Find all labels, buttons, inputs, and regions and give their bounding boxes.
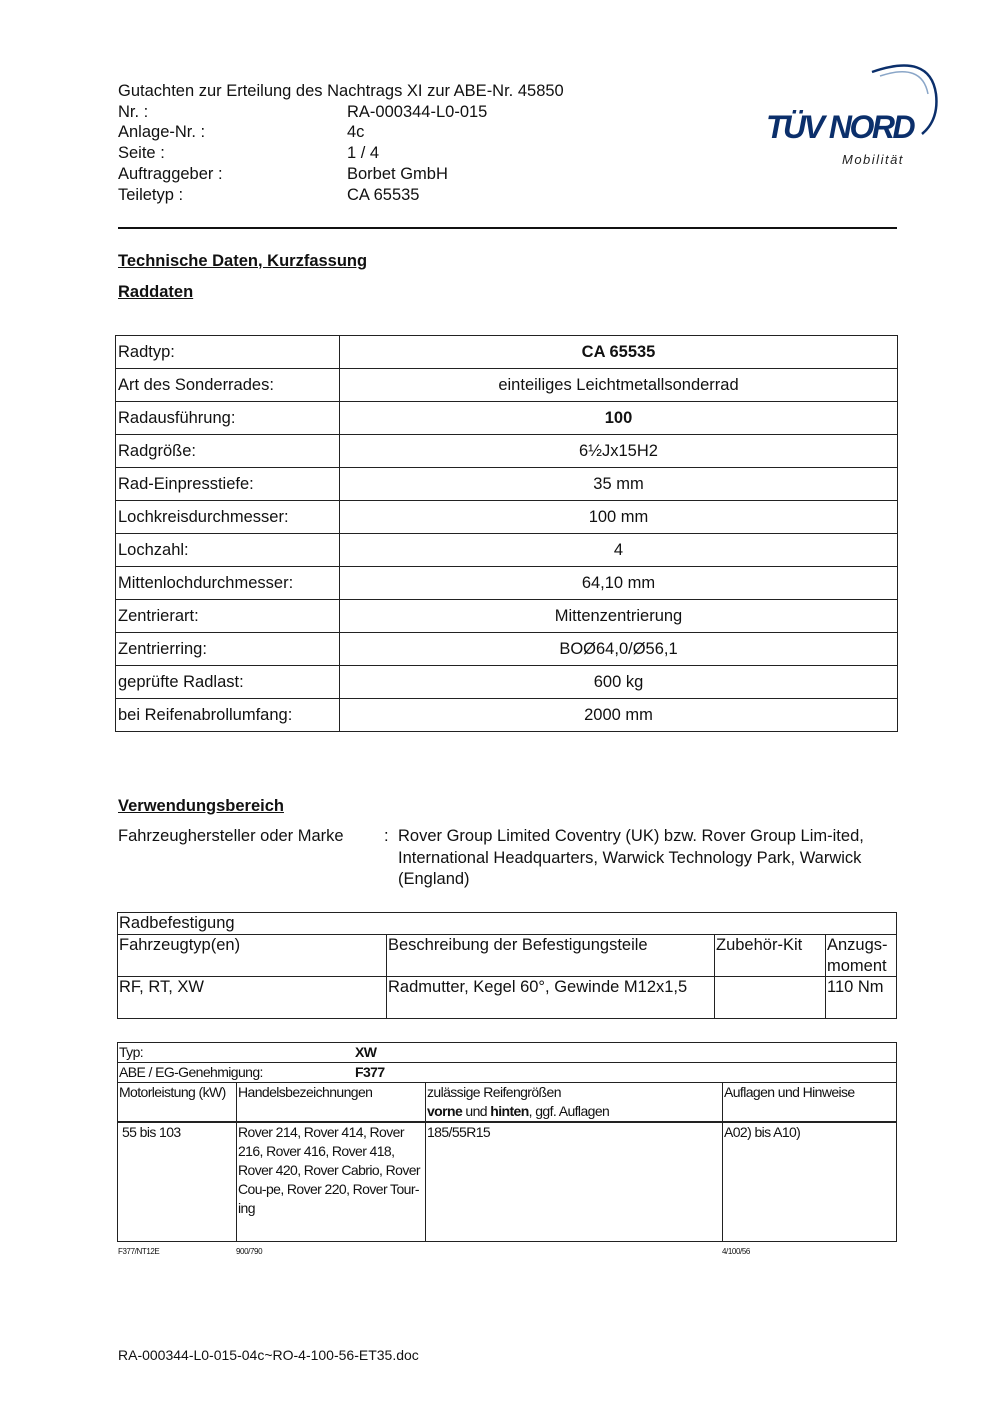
logo-wordmark: TÜV NORD — [766, 109, 914, 145]
table-key: Zentrierring: — [116, 633, 340, 666]
header-row-anlage — [118, 122, 564, 143]
abe-row — [118, 1063, 897, 1083]
reifen-header-line2 — [427, 1102, 721, 1121]
footnote-code: 4/100/56 — [722, 1247, 750, 1256]
table-value: CA 65535 — [340, 336, 898, 369]
typ-label: Typ: — [119, 1044, 144, 1060]
table-value: 6½Jx15H2 — [340, 435, 898, 468]
column-header: Auflagen und Hinweise — [723, 1083, 897, 1123]
header-label: Nr. : — [118, 102, 149, 121]
manufacturer-value: Rover Group Limited Coventry (UK) bzw. Rover Group Lim-ited, International Headquarters, Warwick Technology Park, Warwick (England) — [398, 827, 864, 888]
befestigung-table — [117, 912, 897, 1019]
table-key: Radtyp: — [116, 336, 340, 369]
table-row — [116, 600, 898, 633]
table-value: 600 kg — [340, 666, 898, 699]
header-row-seite — [118, 143, 564, 164]
column-header: Zubehör-Kit — [715, 935, 826, 977]
table-cell — [715, 977, 826, 1019]
table-row — [118, 1083, 897, 1123]
header-value: 1 / 4 — [347, 144, 380, 163]
table-cell: 185/55R15 — [426, 1122, 723, 1242]
table-value: 35 mm — [340, 468, 898, 501]
column-header: Beschreibung der Befestigungsteile — [387, 935, 715, 977]
table-row — [118, 1043, 897, 1063]
typ-table — [117, 1042, 897, 1242]
reifen-vorne: vorne — [427, 1103, 463, 1119]
reifen-und: und — [462, 1103, 491, 1119]
header-row-auftraggeber — [118, 164, 564, 185]
table-value: 100 — [340, 402, 898, 435]
manufacturer-colon: : — [384, 827, 389, 845]
header-divider — [118, 227, 897, 229]
table-row — [116, 435, 898, 468]
document-header — [118, 81, 564, 205]
header-label: Anlage-Nr. : — [118, 123, 206, 142]
table-row — [118, 913, 897, 935]
typ-value: XW — [355, 1044, 377, 1060]
reifen-hinten: hinten — [490, 1103, 529, 1119]
table-value: BOØ64,0/Ø56,1 — [340, 633, 898, 666]
footnote-code: 900/790 — [236, 1247, 263, 1256]
section-heading-raddaten: Raddaten — [118, 283, 194, 301]
reifen-header-line1: zulässige Reifengrößen — [427, 1084, 561, 1100]
table-value: 64,10 mm — [340, 567, 898, 600]
header-row-nr — [118, 102, 564, 123]
table-row — [116, 369, 898, 402]
table-row — [116, 402, 898, 435]
report-title: Gutachten zur Erteilung des Nachtrags XI zur ABE-Nr. 45850 — [118, 82, 564, 100]
table-cell: Radmutter, Kegel 60°, Gewinde M12x1,5 — [387, 977, 715, 1019]
table-row — [116, 501, 898, 534]
table-key: Art des Sonderrades: — [116, 369, 340, 402]
table-value: 2000 mm — [340, 699, 898, 732]
table-key: Mittenlochdurchmesser: — [116, 567, 340, 600]
column-header-reifen — [426, 1083, 723, 1123]
table-cell: RF, RT, XW — [118, 977, 387, 1019]
header-label: Teiletyp : — [118, 185, 184, 204]
header-row-teiletyp — [118, 185, 564, 206]
section-heading-tech: Technische Daten, Kurzfassung — [118, 252, 368, 270]
column-header: Motorleistung (kW) — [118, 1083, 237, 1123]
table-key: Radausführung: — [116, 402, 340, 435]
header-value: Borbet GmbH — [347, 164, 448, 183]
column-header: Fahrzeugtyp(en) — [118, 935, 387, 977]
header-value: RA-000344-L0-015 — [347, 102, 488, 121]
table-cell: A02) bis A10) — [723, 1122, 897, 1242]
table-row — [118, 935, 897, 977]
table-value: einteiliges Leichtmetallsonderrad — [340, 369, 898, 402]
logo-subtitle: Mobilität — [842, 152, 904, 167]
abe-label: ABE / EG-Genehmigung: — [119, 1064, 263, 1080]
raddaten-table — [115, 335, 898, 732]
table-row — [118, 977, 897, 1019]
table-row — [116, 699, 898, 732]
section-heading-verwendung: Verwendungsbereich — [118, 797, 284, 815]
reifen-rest: , ggf. Auflagen — [528, 1103, 610, 1119]
table-row — [116, 633, 898, 666]
table-row — [118, 1122, 897, 1242]
table-row — [116, 336, 898, 369]
table-value: Mittenzentrierung — [340, 600, 898, 633]
table-key: Zentrierart: — [116, 600, 340, 633]
table-key: Rad-Einpresstiefe: — [116, 468, 340, 501]
table-row — [116, 567, 898, 600]
abe-value: F377 — [355, 1064, 385, 1080]
table-row — [116, 468, 898, 501]
typ-row — [118, 1043, 897, 1063]
header-value: CA 65535 — [347, 185, 420, 204]
footnote-code: F377/NT12E — [118, 1247, 160, 1256]
table-key: bei Reifenabrollumfang: — [116, 699, 340, 732]
befestigung-title: Radbefestigung — [118, 913, 897, 935]
manufacturer-label: Fahrzeughersteller oder Marke — [118, 827, 344, 845]
column-header: Handelsbezeichnungen — [237, 1083, 426, 1123]
header-value: 4c — [347, 123, 365, 142]
table-cell: 110 Nm — [826, 977, 897, 1019]
table-row — [116, 666, 898, 699]
table-cell: Rover 214, Rover 414, Rover 216, Rover 416, Rover 418, Rover 420, Rover Cabrio, Rover Cou-pe, Rover 220, Rover Tour-ing — [237, 1122, 426, 1242]
table-row — [116, 534, 898, 567]
table-key: Radgröße: — [116, 435, 340, 468]
document-filename: RA-000344-L0-015-04c~RO-4-100-56-ET35.doc — [118, 1347, 419, 1363]
column-header: Anzugs-moment — [826, 935, 897, 977]
table-key: Lochkreisdurchmesser: — [116, 501, 340, 534]
tuv-nord-logo — [762, 58, 942, 170]
table-value: 100 mm — [340, 501, 898, 534]
table-key: Lochzahl: — [116, 534, 340, 567]
header-label: Seite : — [118, 144, 165, 163]
header-label: Auftraggeber : — [118, 164, 223, 183]
table-key: geprüfte Radlast: — [116, 666, 340, 699]
table-row — [118, 1063, 897, 1083]
table-value: 4 — [340, 534, 898, 567]
table-cell: 55 bis 103 — [118, 1122, 237, 1242]
